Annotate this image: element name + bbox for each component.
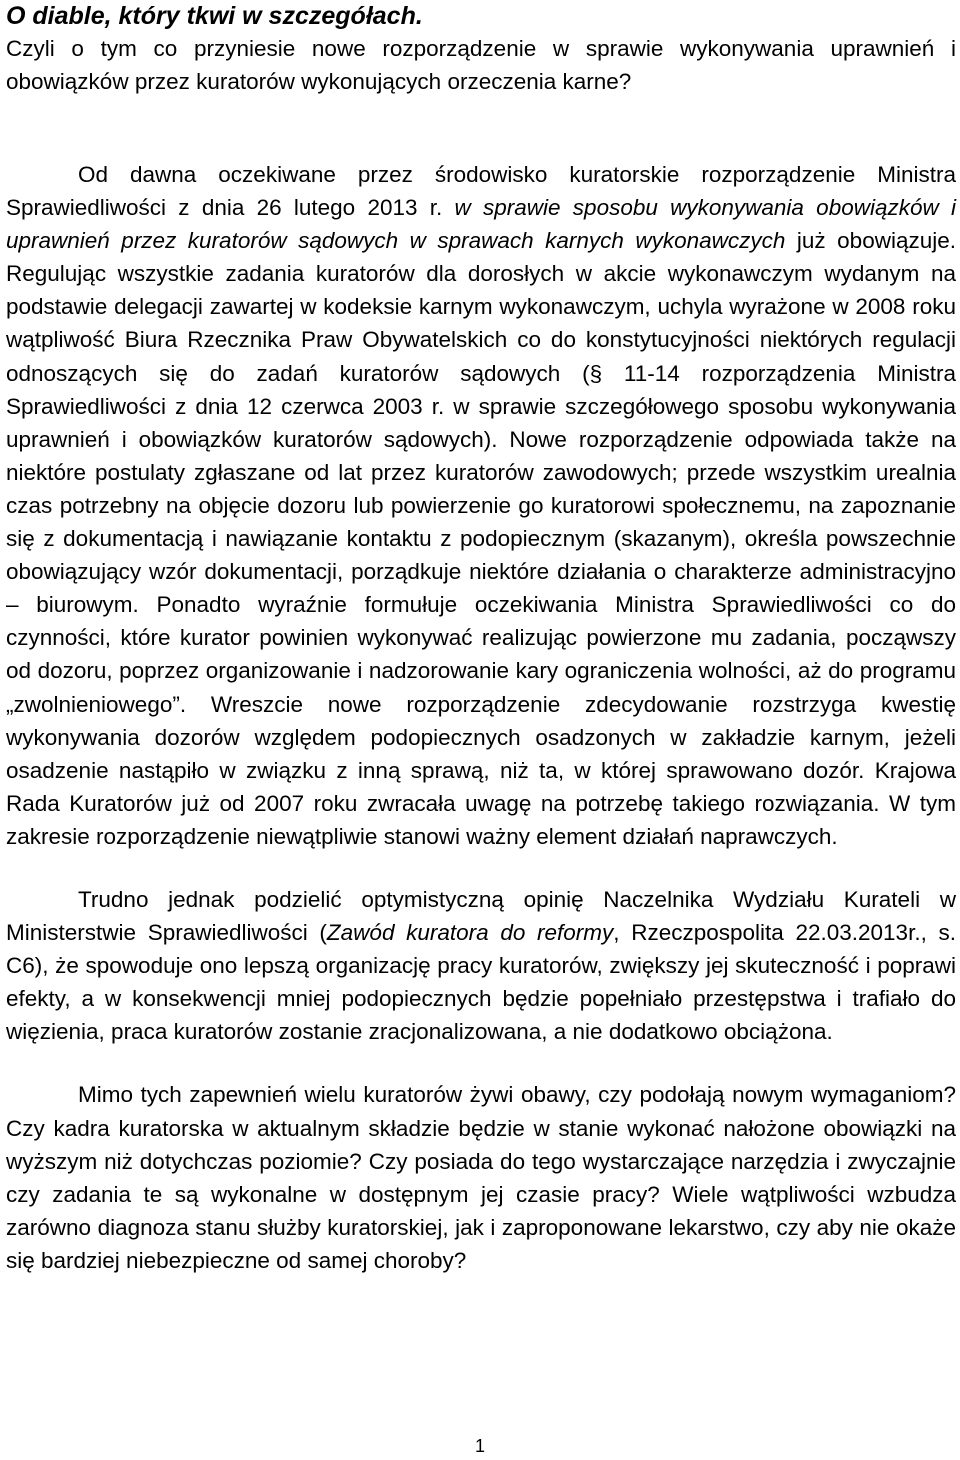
paragraph-2 <box>6 883 956 1048</box>
paragraph-2-text-c: , Rzeczpospolita 22.03.2013r., s. C6), że spowoduje ono lepszą organizację pracy kuratorów, zwiększy jej skuteczność i poprawi efekty, a w konsekwencji mniej podopiecznych będzie popełniało przestępstwa i trafiało do więzienia, praca kuratorów zostanie zracjonalizowana, a nie dodatkowo obciążona. <box>6 920 956 1045</box>
paragraph-2-text-a: Trudno jednak podzielić optymistyczną opinię Naczelnika Wydziału Kurateli w Ministerstwie Sprawiedliwości ( <box>6 886 956 946</box>
page-number: 1 <box>474 1436 485 1456</box>
document-title: O diable, który tkwi w szczegółach. <box>6 2 423 30</box>
article-title-italic: Zawód kuratora do reformy <box>326 920 614 946</box>
paragraph-3: Mimo tych zapewnień wielu kuratorów żywi obawy, czy podołają nowym wymaganiom? Czy kadra kuratorska w aktualnym składzie będzie w stanie wykonać nałożone obowiązki na wyższym niż dotychczas poziomie? Czy posiada do tego wystarczające narzędzia i zwyczajnie czy zadania te są wykonalne w dostępnym jej czasie pracy? Wiele wątpliwości wzbudza zarówno diagnoza stanu służby kuratorskiej, jak i zaproponowane lekarstwo, czy aby nie okaże się bardziej niebezpieczne od samej choroby? <box>6 1082 956 1273</box>
document-page <box>6 0 956 1277</box>
document-subtitle: Czyli o tym co przyniesie nowe rozporządzenie w sprawie wykonywania uprawnień i obowiązków przez kuratorów wykonujących orzeczenia karne? <box>6 36 956 94</box>
paragraph-1-text-c: już obowiązuje. Regulując wszystkie zadania kuratorów dla dorosłych w akcie wykonawczym wydanym na podstawie delegacji zawartej w kodeksie karnym wykonawczym, uchyla wyrażone w 2008 roku wątpliwość Biura Rzecznika Praw Obywatelskich co do konstytucyjności niektórych regulacji odnoszących się do zadań kuratorów sądowych (§ 11-14 rozporządzenia Ministra Sprawiedliwości z dnia 12 czerwca 2003 r. w sprawie szczegółowego sposobu wykonywania uprawnień i obowiązków kuratorów sądowych). Nowe rozporządzenie odpowiada także na niektóre postulaty zgłaszane od lat przez kuratorów zawodowych; przede wszystkim urealnia czas potrzebny na objęcie dozoru lub powierzenie go kuratorowi społecznemu, na zapoznanie się z dokumentacją i nawiązanie kontaktu z podopiecznym (skazanym), określa powszechnie obowiązujący wzór dokumentacji, porządkuje niektóre działania o charakterze administracyjno – biurowym. Ponadto wyraźnie formułuje oczekiwania Ministra Sprawiedliwości co do czynności, które kurator powinien wykonywać realizując powierzone mu zadania, począwszy od dozoru, poprzez organizowanie i nadzorowanie kary ograniczenia wolności, aż do programu „zwolnieniowego”. Wreszcie nowe rozporządzenie zdecydowanie rozstrzyga kwestię wykonywania dozorów względem podopiecznych osadzonych w zakładzie karnym, jeżeli osadzenie nastąpiło w związku z inną sprawą, niż ta, w której sprawowano dozór. Krajowa Rada Kuratorów już od 2007 roku zwracała uwagę na potrzebę takiego rozwiązania. W tym zakresie rozporządzenie niewątpliwie stanowi ważny element działań naprawczych. <box>6 228 956 849</box>
paragraph-1-text-a: Od dawna oczekiwane przez środowisko kuratorskie rozporządzenie Ministra Sprawiedliwości z dnia 26 lutego 2013 r. <box>6 162 956 221</box>
paragraph-1 <box>6 158 956 853</box>
regulation-title-italic: w sprawie sposobu wykonywania obowiązków i uprawnień przez kuratorów sądowych w sprawach karnych wykonawczych <box>6 195 957 254</box>
